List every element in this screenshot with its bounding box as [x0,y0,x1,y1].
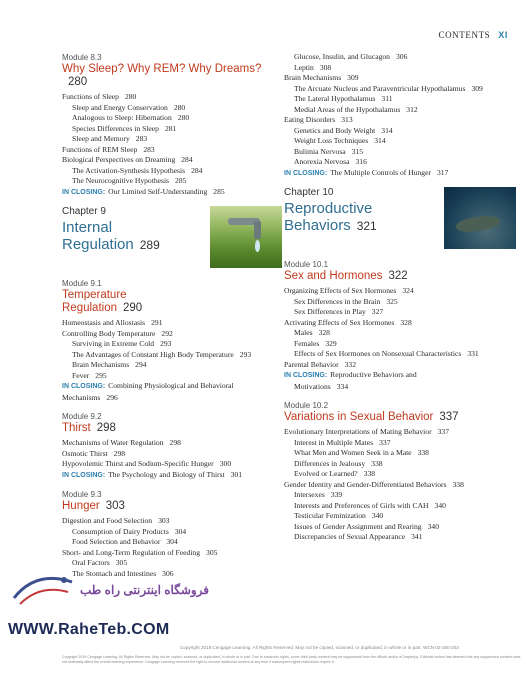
toc-entry[interactable]: The Lateral Hypothalamus 311 [294,94,393,103]
toc-entry[interactable]: Females 329 [294,338,337,348]
toc-entry[interactable]: Controlling Body Temperature 292 [62,328,173,338]
toc-entry[interactable]: Discrepancies of Sexual Appearance 341 [294,532,423,541]
toc-entry[interactable]: Homeostasis and Allostasis 291 [62,318,163,327]
toc-entry[interactable]: Eating Disorders 313 [284,115,353,124]
toc-entry[interactable]: Evolutionary Interpretations of Mating Behavior 337 [284,427,450,436]
toc-entry[interactable]: Effects of Sex Hormones on Nonsexual Characteristics 331 [294,349,479,358]
module-label: Module 10.2 [284,401,329,410]
toc-entry[interactable]: Interest in Multiple Mates 337 [294,437,391,447]
toc-entry[interactable]: The Stomach and Intestines 306 [72,568,174,578]
module-label: Module 9.1 [62,279,102,288]
toc-entry[interactable]: Leptin 308 [294,62,332,72]
toc-entry[interactable]: Organizing Effects of Sex Hormones 324 [284,286,414,295]
in-closing-entry[interactable]: IN CLOSING: The Multiple Controls of Hunger 317 [284,167,449,177]
store-watermark-text: فروشگاه اینترنتی راه طب [80,583,210,597]
in-closing-entry[interactable]: IN CLOSING: Reproductive Behaviors and Motivations 334 [284,370,417,391]
toc-entry[interactable]: Consumption of Dairy Products 304 [72,526,187,536]
module-title[interactable]: Temperature Regulation 290 [62,289,143,314]
toc-entry[interactable]: Species Differences in Sleep 281 [72,123,177,133]
toc-entry[interactable]: Brain Mechanisms 309 [284,73,359,82]
module-title[interactable]: Why Sleep? Why REM? Why Dreams?280 [62,63,262,88]
toc-entry[interactable]: Functions of REM Sleep 283 [62,144,155,154]
toc-entry[interactable]: Osmotic Thirst 298 [62,448,126,458]
toc-entry[interactable]: Evolved or Learned? 338 [294,469,376,478]
module-title[interactable]: Sex and Hormones 322 [284,270,408,282]
toc-entry[interactable]: Sleep and Energy Conservation 280 [72,102,186,112]
module-label: Module 9.2 [62,412,102,421]
toc-entry[interactable]: Issues of Gender Assignment and Rearing 340 [294,521,439,531]
toc-entry[interactable]: Males 328 [294,328,330,337]
toc-entry[interactable]: Activating Effects of Sex Hormones 328 [284,317,412,327]
toc-entry[interactable]: Food Selection and Behavior 304 [72,537,178,546]
toc-entry[interactable]: Sex Differences in Play 327 [294,307,384,316]
chapter-label: Chapter 9 [62,206,106,217]
in-closing-entry[interactable]: IN CLOSING: The Psychology and Biology of Thirst 301 [62,469,243,479]
module-label: Module 10.1 [284,260,329,269]
toc-entry[interactable]: The Advantages of Constant High Body Temperature 293 [72,349,252,359]
toc-entry[interactable]: Analogous to Sleep: Hibernation 280 [72,113,190,122]
toc-entry[interactable]: Differences in Jealousy 338 [294,458,383,468]
module-title[interactable]: Hunger 303 [62,500,125,512]
in-closing-entry[interactable]: IN CLOSING: Combining Physiological and Behavioral Mechanisms 296 [62,381,234,402]
copyright-line: Copyright 2019 Cengage Learning. All Rights Reserved. May not be copied, scanned, or duplicated, in whole or in part. WCN 02-200-203 [180,645,459,650]
toc-entry[interactable]: The Arcuate Nucleus and Paraventricular Hypothalamus 309 [294,83,483,93]
toc-entry[interactable]: The Activation-Synthesis Hypothesis 284 [72,165,203,175]
header-page-number: XI [498,30,508,40]
toc-entry[interactable]: Testicular Feminization 340 [294,511,384,520]
header-title: CONTENTS [438,30,491,40]
chapter-label: Chapter 10 [284,187,334,198]
chapter-title[interactable]: Internal Regulation 289 [62,219,160,253]
toc-entry[interactable]: Biological Perspectives on Dreaming 284 [62,155,193,164]
toc-entry[interactable]: Hypovolemic Thirst and Sodium-Specific Hunger 300 [62,459,232,468]
toc-entry[interactable]: Surviving in Extreme Cold 293 [72,339,172,348]
toc-entry[interactable]: Bulimia Nervosa 315 [294,146,364,156]
module-label: Module 8.3 [62,53,102,62]
running-header [438,30,508,40]
module-title[interactable]: Variations in Sexual Behavior 337 [284,411,459,423]
toc-entry[interactable]: Glucose, Insulin, and Glucagon 306 [294,52,408,61]
in-closing-entry[interactable]: IN CLOSING: Our Limited Self-Understanding 285 [62,186,225,196]
rahe-teb-logo-icon [6,568,80,612]
chapter-title[interactable]: Reproductive Behaviors 321 [284,200,377,234]
toc-entry[interactable]: Weight Loss Techniques 314 [294,136,386,145]
toc-entry[interactable]: Brain Mechanisms 294 [72,360,147,369]
toc-entry[interactable]: Gender Identity and Gender-Differentiated Behaviors 338 [284,479,464,489]
toc-entry[interactable]: Intersexes 339 [294,490,343,499]
toc-entry[interactable]: Mechanisms of Water Regulation 298 [62,438,181,447]
store-url-watermark[interactable]: WWW.RaheTeb.COM [8,621,170,638]
module-label: Module 9.3 [62,490,102,499]
chapter-heading [62,206,282,270]
toc-entry[interactable]: Interests and Preferences of Girls with CAH 340 [294,500,446,510]
toc-entry[interactable]: Oral Factors 305 [72,558,128,567]
toc-entry[interactable]: Fever 295 [72,370,107,380]
right-column [284,52,516,543]
underwater-photo [444,187,516,249]
toc-entry[interactable]: Parental Behavior 332 [284,359,357,369]
toc-entry[interactable]: Sex Differences in the Brain 325 [294,296,398,306]
toc-entry[interactable]: Functions of Sleep 280 [62,92,137,101]
toc-entry[interactable]: Anorexia Nervosa 316 [294,157,367,166]
toc-entry[interactable]: Digestion and Food Selection 303 [62,516,170,525]
faucet-photo [210,206,282,268]
toc-entry[interactable]: Genetics and Body Weight 314 [294,125,393,135]
toc-entry[interactable]: Sleep and Memory 283 [72,134,148,143]
left-column [62,52,282,579]
copyright-notice: Copyright 2019 Cengage Learning. All Rights Reserved. May not be copied, scanned, or duplicated, in whole or in part. Due to electronic rights, some third party content may be suppressed from the eBook and/or eChapter(s). Editorial review has deemed that any suppressed content does not materially affect the overall learning experience. Cengage Learning reserves the right to remove additional content at any time if subsequent rights restrictions require it. [62,655,521,664]
toc-entry[interactable]: Medial Areas of the Hypothalamus 312 [294,104,418,114]
toc-entry[interactable]: Short- and Long-Term Regulation of Feeding 305 [62,547,218,557]
chapter-heading [284,187,516,251]
toc-entry[interactable]: The Neurocognitive Hypothesis 285 [72,176,187,185]
module-title[interactable]: Thirst 298 [62,422,116,434]
toc-entry[interactable]: What Men and Women Seek in a Mate 338 [294,448,429,457]
